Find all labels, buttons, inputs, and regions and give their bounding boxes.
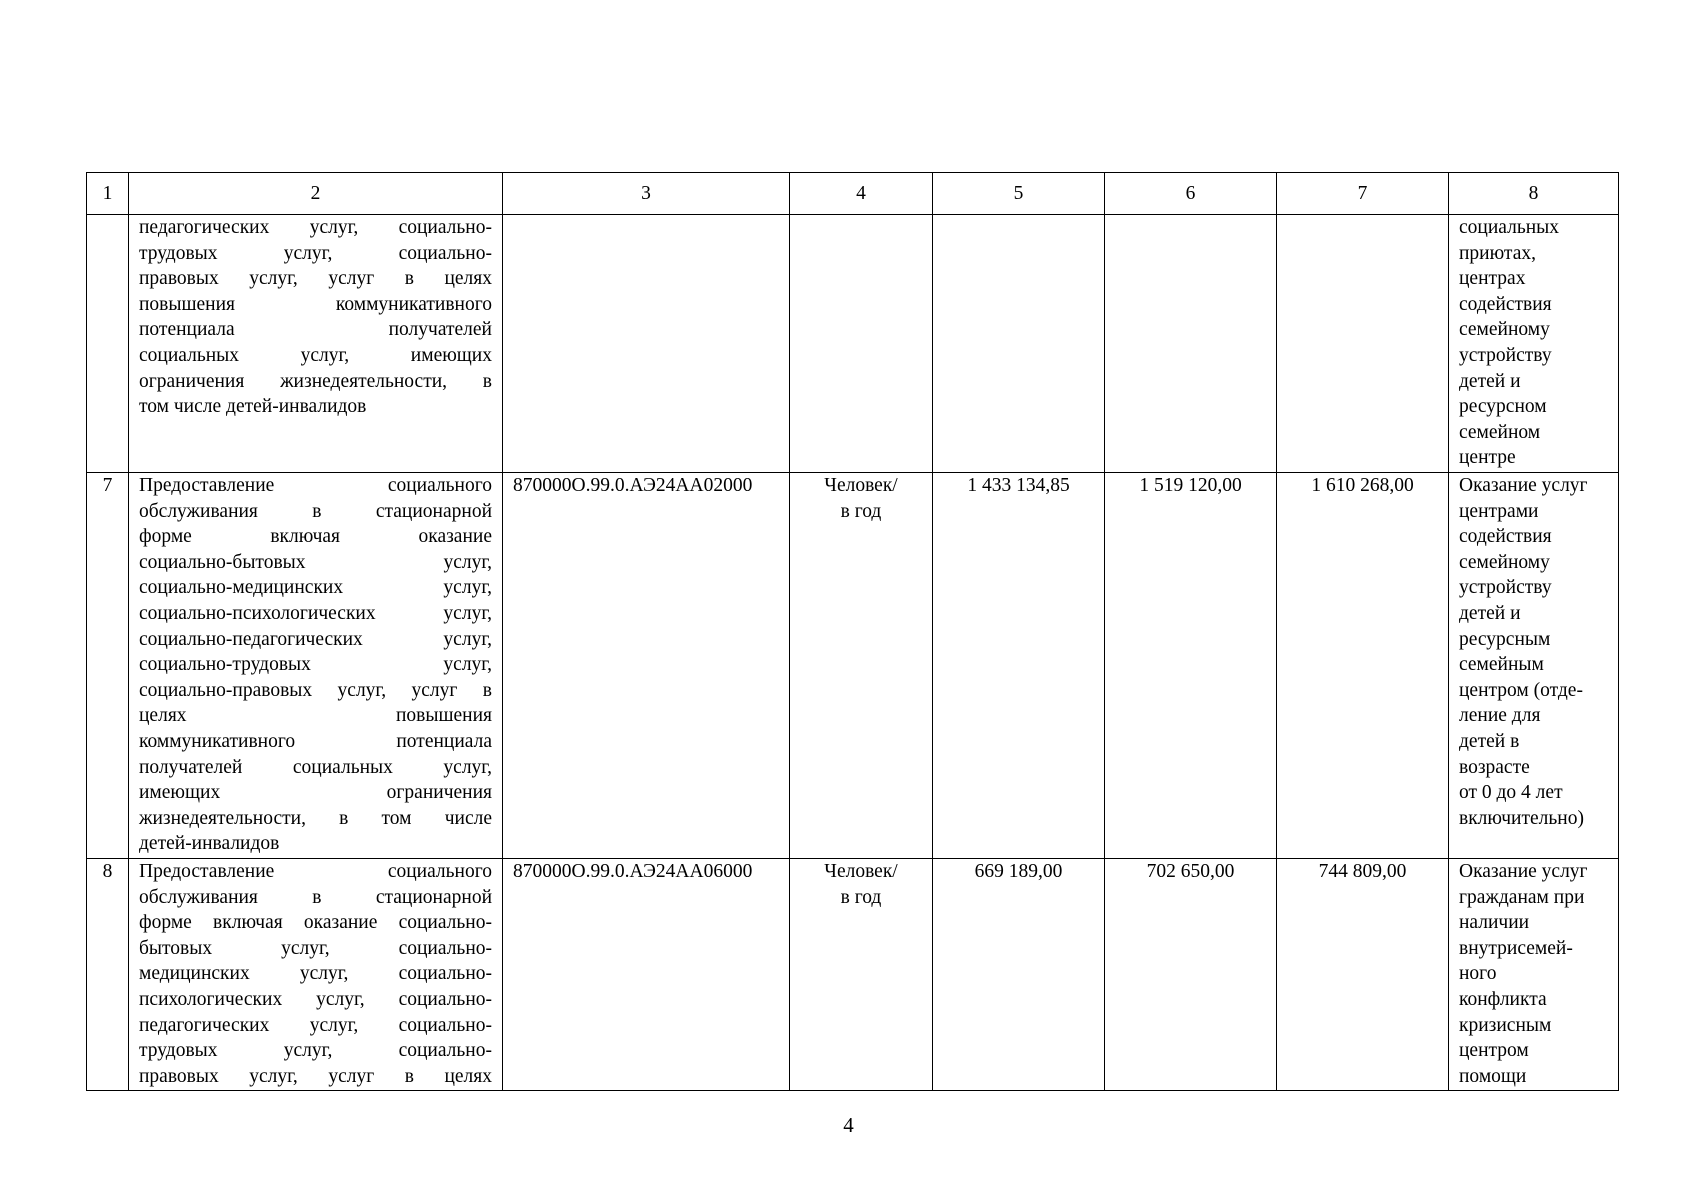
service-description-cell xyxy=(129,859,503,1091)
text-line: детей и xyxy=(1459,370,1521,392)
text-line: возрасте xyxy=(1459,756,1530,778)
header-cell-2: 2 xyxy=(129,173,503,215)
text-line: социально-правовых услуг, услуг в xyxy=(139,679,492,701)
text-line: семейному xyxy=(1459,319,1550,341)
text-line: социально-медицинских услуг, xyxy=(139,577,492,599)
text-line: центром xyxy=(1459,1040,1529,1062)
text-line: кризисным xyxy=(1459,1014,1552,1036)
text-line: семейным xyxy=(1459,654,1544,676)
value-cell-5: 669 189,00 xyxy=(933,859,1105,1091)
text-line: Оказание услуг xyxy=(1459,861,1588,882)
text-line: социальных услуг, имеющих xyxy=(139,344,492,366)
text-line: обслуживания в стационарной xyxy=(139,500,492,522)
text-line: правовых услуг, услуг в целях xyxy=(139,1065,492,1087)
note-cell xyxy=(1449,473,1619,859)
text-line: центрах xyxy=(1459,268,1526,290)
text-line: социально-психологических услуг, xyxy=(139,602,492,624)
services-table xyxy=(86,172,1619,1091)
text-line: Предоставление социального xyxy=(139,475,492,496)
text-line: конфликта xyxy=(1459,988,1547,1010)
text-line: потенциала получателей xyxy=(139,319,492,341)
value-cell-5: 1 433 134,85 xyxy=(933,473,1105,859)
text-line: социально-бытовых услуг, xyxy=(139,551,492,573)
header-cell-4: 4 xyxy=(790,173,933,215)
text-line: педагогических услуг, социально- xyxy=(139,217,492,238)
text-line: детей в xyxy=(1459,730,1520,752)
text-line: целях повышения xyxy=(139,705,492,727)
text-line: Предоставление социального xyxy=(139,861,492,882)
text-line: центрами xyxy=(1459,500,1539,522)
code-cell: 870000О.99.0.АЭ24АА02000 xyxy=(503,473,790,859)
text-line: форме включая оказание социально- xyxy=(139,912,492,934)
header-row xyxy=(87,173,1619,215)
text-line: коммуникативного потенциала xyxy=(139,730,492,752)
value-cell-6 xyxy=(1105,215,1277,473)
text-line: повышения коммуникативного xyxy=(139,293,492,315)
text-line: устройству xyxy=(1459,577,1552,599)
header-cell-5: 5 xyxy=(933,173,1105,215)
note-cell xyxy=(1449,859,1619,1091)
text-line: бытовых услуг, социально- xyxy=(139,937,492,959)
text-line: обслуживания в стационарной xyxy=(139,886,492,908)
code-cell xyxy=(503,215,790,473)
text-line: том числе детей-инвалидов xyxy=(139,396,367,418)
value-cell-6: 1 519 120,00 xyxy=(1105,473,1277,859)
text-line: правовых услуг, услуг в целях xyxy=(139,268,492,290)
unit-line: в год xyxy=(840,500,882,522)
text-line: ресурсным xyxy=(1459,628,1551,650)
page-number: 4 xyxy=(843,1113,854,1137)
text-line: социально-педагогических услуг, xyxy=(139,628,492,650)
header-cell-1: 1 xyxy=(87,173,129,215)
text-line: трудовых услуг, социально- xyxy=(139,242,492,264)
text-line: ного xyxy=(1459,963,1497,985)
unit-cell xyxy=(790,473,933,859)
value-cell-7: 744 809,00 xyxy=(1277,859,1449,1091)
unit-cell xyxy=(790,859,933,1091)
text-line: центре xyxy=(1459,447,1516,469)
value-cell-6: 702 650,00 xyxy=(1105,859,1277,1091)
table-row xyxy=(87,859,1619,1091)
text-line: ресурсном xyxy=(1459,396,1547,418)
value-cell-7: 1 610 268,00 xyxy=(1277,473,1449,859)
text-line: социально-трудовых услуг, xyxy=(139,654,492,676)
continuation-row xyxy=(87,215,1619,473)
row-number-cell xyxy=(87,215,129,473)
row-number-cell: 7 xyxy=(87,473,129,859)
header-cell-6: 6 xyxy=(1105,173,1277,215)
unit-line: в год xyxy=(840,886,882,908)
row-number-cell: 8 xyxy=(87,859,129,1091)
text-line: от 0 до 4 лет xyxy=(1459,782,1563,804)
text-line: содействия xyxy=(1459,526,1552,548)
text-line: наличии xyxy=(1459,912,1530,934)
text-line: психологических услуг, социально- xyxy=(139,988,492,1010)
unit-line: Человек/ xyxy=(824,475,898,496)
text-line: приютах, xyxy=(1459,242,1536,264)
header-cell-8: 8 xyxy=(1449,173,1619,215)
text-line: социальных xyxy=(1459,217,1560,238)
code-cell: 870000О.99.0.АЭ24АА06000 xyxy=(503,859,790,1091)
text-line: детей-инвалидов xyxy=(139,833,280,855)
header-cell-3: 3 xyxy=(503,173,790,215)
service-description-cell xyxy=(129,215,503,473)
text-line: внутрисемей- xyxy=(1459,937,1573,959)
text-line: медицинских услуг, социально- xyxy=(139,963,492,985)
text-line: включительно) xyxy=(1459,807,1584,829)
text-line: центром (отде- xyxy=(1459,679,1583,701)
header-cell-7: 7 xyxy=(1277,173,1449,215)
text-line: ограничения жизнедеятельности, в xyxy=(139,370,492,392)
value-cell-7 xyxy=(1277,215,1449,473)
unit-line: Человек/ xyxy=(824,861,898,882)
text-line: помощи xyxy=(1459,1065,1527,1087)
text-line: жизнедеятельности, в том числе xyxy=(139,807,492,829)
text-line: Оказание услуг xyxy=(1459,475,1588,496)
value-cell-5 xyxy=(933,215,1105,473)
note-cell xyxy=(1449,215,1619,473)
text-line: форме включая оказание xyxy=(139,526,492,548)
text-line: содействия xyxy=(1459,293,1552,315)
table-row xyxy=(87,473,1619,859)
text-line: семейному xyxy=(1459,551,1550,573)
service-description-cell xyxy=(129,473,503,859)
text-line: гражданам при xyxy=(1459,886,1585,908)
text-line: педагогических услуг, социально- xyxy=(139,1014,492,1036)
text-line: семейном xyxy=(1459,421,1541,443)
text-line: трудовых услуг, социально- xyxy=(139,1040,492,1062)
text-line: ление для xyxy=(1459,705,1541,727)
text-line: детей и xyxy=(1459,602,1521,624)
text-line: имеющих ограничения xyxy=(139,782,492,804)
unit-cell xyxy=(790,215,933,473)
text-line: получателей социальных услуг, xyxy=(139,756,492,778)
text-line: устройству xyxy=(1459,344,1552,366)
